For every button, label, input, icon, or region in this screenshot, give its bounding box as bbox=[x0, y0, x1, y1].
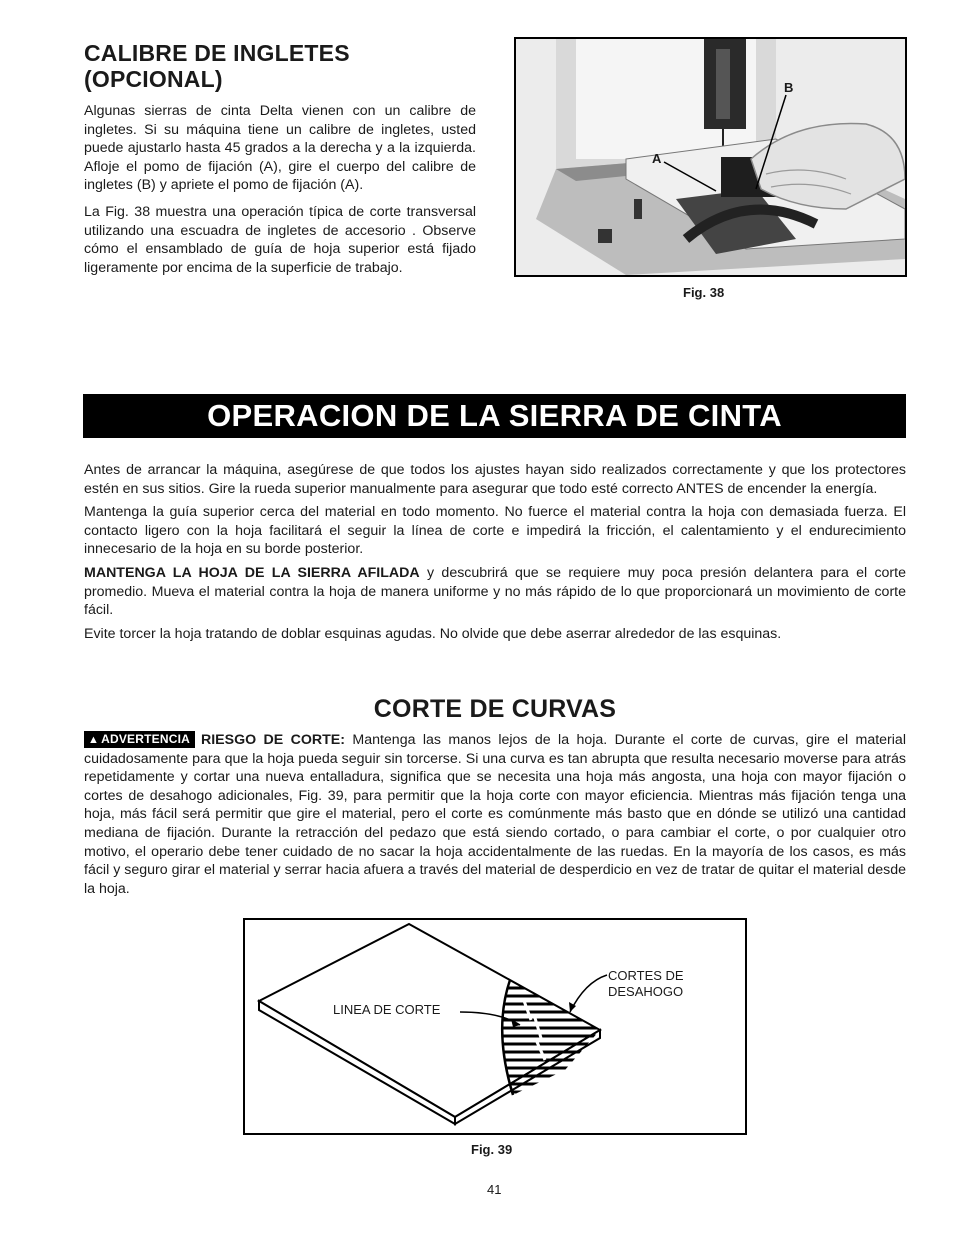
curves-section bbox=[84, 731, 906, 898]
relief-cuts-line-1: CORTES DE bbox=[608, 968, 684, 983]
cut-line-label: LINEA DE CORTE bbox=[333, 1002, 441, 1017]
risk-heading: RIESGO DE CORTE: bbox=[200, 732, 345, 748]
relief-cuts-label bbox=[608, 968, 684, 1000]
warning-paragraph bbox=[84, 731, 906, 898]
paragraph-1: Algunas sierras de cinta Delta vienen con un calibre de ingletes. Si su máquina tiene un calibre de ingletes, usted puede ajustarlo hasta 45 grados a la derecha y a la izquierda. Afloje el pomo de fijación (A), gire el cuerpo del calibre de ingletes (B) y apriete el pomo de fijación (A). bbox=[84, 103, 476, 194]
section-title bbox=[84, 40, 476, 92]
warning-text: Mantenga las manos lejos de la hoja. Durante el corte de curvas, gire el material cuidadosamente para que la hoja pueda seguir sin torcerse. Si una curva es tan abrupta que resulta necesario moverse para atrás repetidamente y cortar una nueva entalladura, significa que se necesita una hoja más angosta, una hoja con mayor fijación o cortes de desahogo adicionales, Fig. 39, para permitir que la hoja corte con mayor eficiencia. Mientras más fijación tenga una hoja, más fácil será permitir que gire el material, pero el corte es comúnmente más basto que en dónde se utilizó una cantidad mediana de fijación. Durante la retracción del pedazo que está siendo cortado, o para cambiar el corte, o por cualquier otro motivo, el operario debe tener cuidado de no sacar la hoja accidentalmente de las ruedas. En la mayoría de los casos, es más fácil y seguro girar el material y serrar hacia afuera a través del material de desperdicio en vez de tratar de quitar el material desde la hoja. bbox=[84, 732, 906, 897]
figure-38-caption: Fig. 38 bbox=[683, 285, 725, 300]
warning-badge-label: ADVERTENCIA bbox=[101, 732, 190, 746]
title-line-2: (OPCIONAL) bbox=[84, 66, 223, 92]
miter-gauge-illustration bbox=[516, 39, 905, 275]
section-miter-gauge bbox=[84, 40, 476, 277]
figure-38-photo bbox=[514, 37, 907, 277]
page-number: 41 bbox=[487, 1182, 502, 1197]
warning-icon: ▲ bbox=[88, 734, 100, 746]
operation-paragraph-3 bbox=[84, 564, 906, 620]
figure-39-diagram bbox=[243, 918, 747, 1135]
operation-paragraph-4: Evite torcer la hoja tratando de doblar esquinas agudas. No olvide que debe aserrar alrededor de las esquinas. bbox=[84, 625, 782, 642]
relief-cuts-illustration bbox=[245, 920, 745, 1133]
operation-paragraph-2: Mantenga la guía superior cerca del material en todo momento. No fuerce el material contra la hoja con demasiada fuerza. El contacto ligero con la hoja facilitará el seguir la línea de corte e impedirá la fricción, el calentamiento y el endurecimiento innecesario de la hoja en su borde posterior. bbox=[84, 504, 906, 558]
operation-paragraph-1: Antes de arrancar la máquina, asegúrese de que todos los ajustes hayan sido realizados correctamente y que los protectores estén en sus sitios. Gire la rueda superior manualmente para asegurar que todo esté correcto ANTES de encender la energía. bbox=[84, 462, 906, 497]
section-banner: OPERACION DE LA SIERRA DE CINTA bbox=[83, 394, 906, 438]
title-line-1: CALIBRE DE INGLETES bbox=[84, 40, 350, 66]
callout-a: A bbox=[652, 151, 662, 166]
sharp-blade-heading: MANTENGA LA HOJA DE LA SIERRA AFILADA bbox=[84, 564, 420, 581]
warning-badge bbox=[84, 731, 195, 748]
figure-39-caption: Fig. 39 bbox=[471, 1142, 513, 1157]
callout-b: B bbox=[784, 80, 794, 95]
operation-section bbox=[84, 461, 906, 643]
curves-title: CORTE DE CURVAS bbox=[373, 695, 617, 723]
paragraph-2: La Fig. 38 muestra una operación típica de corte transversal utilizando una escuadra de ingletes de accesorio . Observe cómo el ensamblado de guía de hoja superior está fijado ligeramente por encima de la superficie de trabajo. bbox=[84, 203, 476, 276]
sharp-blade-text: y descubrirá que se requiere muy poca presión delantera para el corte promedio. Mueva el material contra la hoja de manera uniforme y no más rápido de lo que proporcionará un movimiento de corte fácil. bbox=[84, 564, 906, 619]
relief-cuts-line-2: DESAHOGO bbox=[608, 984, 684, 999]
